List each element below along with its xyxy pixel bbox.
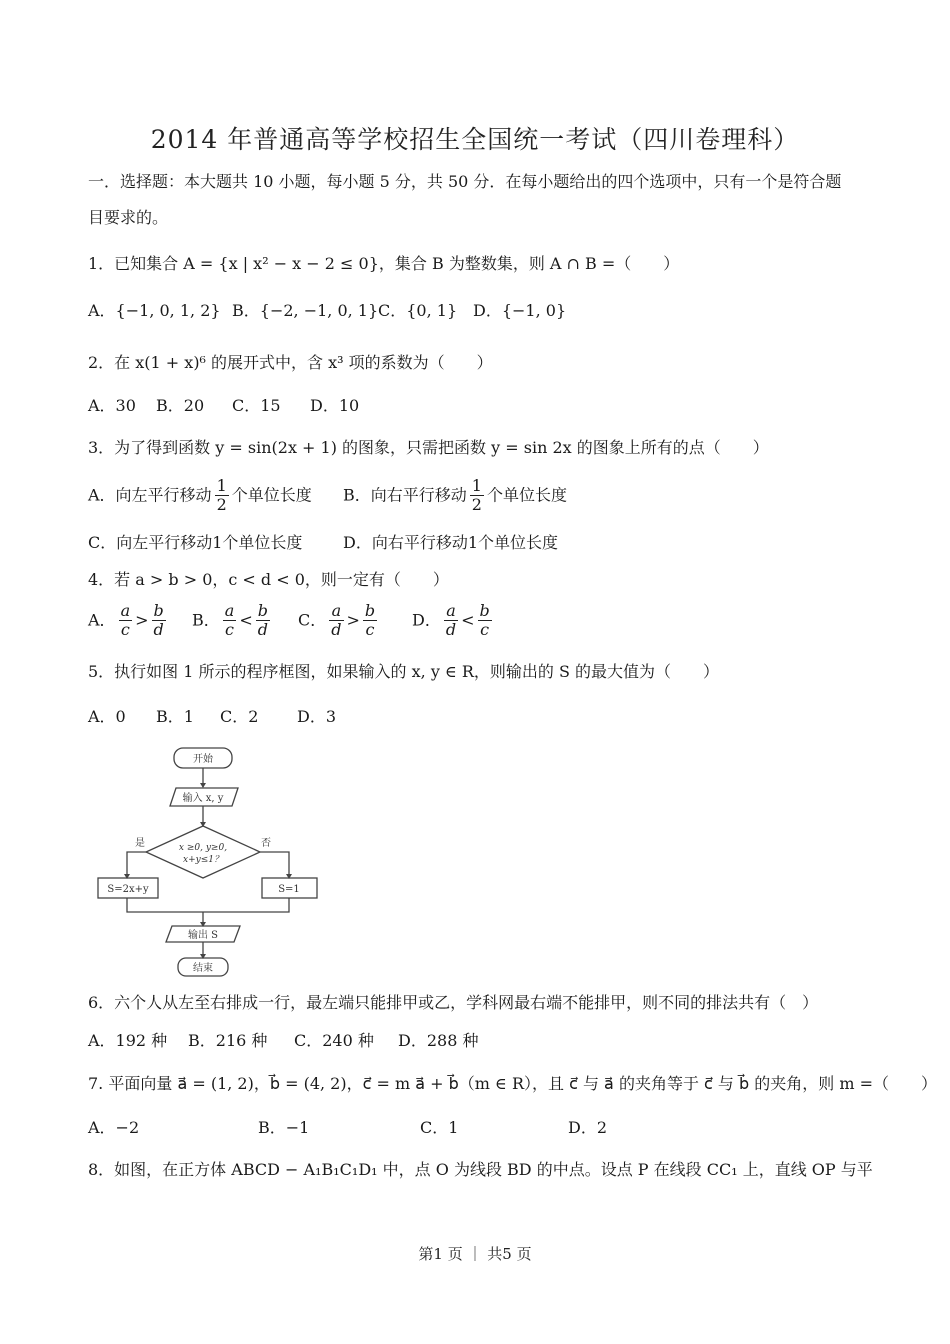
fraction-numerator: a bbox=[120, 601, 131, 620]
flowchart-yes-label: 是 bbox=[135, 838, 145, 849]
question-7-option-b: B．−1 bbox=[258, 1118, 310, 1137]
question-5-option-c: C．2 bbox=[220, 707, 259, 726]
question-5-option-a: A．0 bbox=[88, 707, 126, 726]
program-flowchart bbox=[92, 740, 342, 980]
question-7-option-d: D．2 bbox=[568, 1118, 608, 1137]
fraction-numerator: a bbox=[329, 602, 343, 621]
fraction-numerator: b bbox=[153, 601, 164, 620]
flowchart-input-label: 输入 x, y bbox=[182, 793, 224, 804]
fraction-denominator: c bbox=[120, 620, 130, 639]
flowchart-start-label: 开始 bbox=[193, 754, 213, 765]
arrowhead bbox=[200, 783, 206, 788]
comparison-operator: > bbox=[135, 610, 149, 630]
question-3-option-a-pre: A．向左平行移动 bbox=[88, 485, 212, 505]
fraction-denominator: 2 bbox=[471, 495, 482, 514]
page-title: 2014 年普通高等学校招生全国统一考试（四川卷理科） bbox=[150, 125, 800, 154]
question-2-option-d: D．10 bbox=[310, 396, 360, 415]
question-1-option-b: B．{−2, −1, 0, 1} bbox=[232, 301, 379, 320]
question-4-option-d bbox=[412, 602, 495, 639]
question-7-option-c: C．1 bbox=[420, 1118, 459, 1137]
question-2-option-a: A．30 bbox=[88, 396, 136, 415]
question-1-option-d: D．{−1, 0} bbox=[473, 301, 567, 320]
fraction-numerator: 1 bbox=[471, 476, 482, 495]
section-instructions-line2: 目要求的。 bbox=[88, 208, 169, 227]
flowchart-right-assign-label: S=1 bbox=[278, 884, 300, 895]
question-2-option-c: C．15 bbox=[232, 396, 281, 415]
fraction-denominator: d bbox=[331, 620, 342, 639]
question-6-option-d: D．288 种 bbox=[398, 1031, 479, 1050]
fraction-one-half-b bbox=[470, 477, 484, 514]
question-4-stem: 4．若 a > b > 0，c < d < 0，则一定有（ ） bbox=[88, 570, 449, 589]
question-6-stem: 6．六个人从左至右排成一行，最左端只能排甲或乙，学科网最右端不能排甲，则不同的排法共有（ ） bbox=[88, 993, 819, 1012]
fraction-numerator: 1 bbox=[216, 476, 227, 495]
comparison-operator: > bbox=[346, 610, 360, 630]
question-7-stem: 7. 平面向量 a⃗ = (1, 2)，b⃗ = (4, 2)，c⃗ = m a⃗ + b⃗（m ∈ R），且 c⃗ 与 a⃗ 的夹角等于 c⃗ 与 b⃗ 的夹角，则 m =（ ） bbox=[88, 1074, 937, 1093]
fraction bbox=[478, 602, 492, 639]
flow-merge-line bbox=[127, 898, 289, 912]
question-2-option-b: B．20 bbox=[156, 396, 205, 415]
fraction-denominator: d bbox=[153, 620, 164, 639]
fraction bbox=[329, 602, 343, 639]
fraction bbox=[363, 602, 377, 639]
question-7-option-a: A．−2 bbox=[88, 1118, 140, 1137]
flowchart-condition-line1: x ≥0, y≥0, bbox=[178, 843, 228, 853]
question-3-option-c: C．向左平行移动1个单位长度 bbox=[88, 533, 303, 552]
question-3-option-b-post: 个单位长度 bbox=[486, 485, 567, 505]
flowchart-end-label: 结束 bbox=[193, 963, 213, 974]
comparison-operator: < bbox=[239, 610, 253, 630]
fraction bbox=[444, 602, 458, 639]
question-5-stem: 5．执行如图 1 所示的程序框图，如果输入的 x, y ∈ R，则输出的 S 的最大值为（ ） bbox=[88, 662, 720, 681]
question-3-option-b-pre: B．向右平行移动 bbox=[343, 485, 467, 505]
fraction bbox=[223, 602, 237, 639]
page-footer: 第1 页 ｜ 共5 页 bbox=[418, 1245, 532, 1263]
fraction-one-half-a bbox=[215, 477, 229, 514]
question-3-option-b bbox=[343, 477, 567, 514]
question-6-option-b: B．216 种 bbox=[188, 1031, 268, 1050]
question-3-option-a-post: 个单位长度 bbox=[231, 485, 312, 505]
question-3-stem: 3．为了得到函数 y = sin(2x + 1) 的图象，只需把函数 y = sin 2x 的图象上所有的点（ ） bbox=[88, 438, 769, 457]
fraction-denominator: d bbox=[445, 620, 457, 639]
flowchart-left-assign-label: S=2x+y bbox=[107, 884, 149, 895]
section-instructions-line1: 一．选择题：本大题共 10 小题，每小题 5 分，共 50 分．在每小题给出的四个选项中，只有一个是符合题 bbox=[88, 172, 842, 191]
fraction-denominator: c bbox=[480, 620, 490, 639]
fraction bbox=[152, 602, 166, 639]
comparison-operator: < bbox=[461, 610, 475, 630]
fraction-denominator: 2 bbox=[216, 495, 227, 514]
flow-arrow-no bbox=[260, 852, 289, 878]
question-8-stem: 8．如图，在正方体 ABCD − A₁B₁C₁D₁ 中，点 O 为线段 BD 的中点。设点 P 在线段 CC₁ 上，直线 OP 与平 bbox=[88, 1160, 873, 1179]
fraction-denominator: c bbox=[365, 620, 375, 639]
question-5-option-b: B．1 bbox=[156, 707, 194, 726]
question-4-option-c bbox=[298, 602, 380, 639]
flowchart-output-label: 输出 S bbox=[187, 930, 219, 941]
flowchart-condition-line2: x+y≤1？ bbox=[183, 855, 223, 865]
question-3-option-a bbox=[88, 477, 312, 514]
flowchart-no-label: 否 bbox=[261, 838, 271, 849]
fraction-denominator: c bbox=[225, 620, 235, 639]
question-6-option-a: A．192 种 bbox=[88, 1031, 168, 1050]
question-1-stem: 1．已知集合 A = {x | x² − x − 2 ≤ 0}，集合 B 为整数集，则 A ∩ B =（ ） bbox=[88, 254, 680, 273]
fraction bbox=[119, 602, 133, 639]
question-3-option-d: D．向右平行移动1个单位长度 bbox=[343, 533, 559, 552]
question-5-option-d: D．3 bbox=[297, 707, 337, 726]
question-6-option-c: C．240 种 bbox=[294, 1031, 374, 1050]
option-label: C． bbox=[298, 610, 327, 630]
fraction-numerator: b bbox=[479, 601, 490, 620]
option-label: B． bbox=[192, 610, 220, 630]
fraction-numerator: b bbox=[364, 601, 376, 620]
fraction-denominator: d bbox=[257, 620, 268, 639]
question-2-stem: 2．在 x(1 + x)⁶ 的展开式中，含 x³ 项的系数为（ ） bbox=[88, 353, 493, 372]
question-1-option-c: C．{0, 1} bbox=[378, 301, 458, 320]
option-label: A． bbox=[88, 610, 116, 630]
question-4-option-a bbox=[88, 602, 169, 639]
option-label: D． bbox=[412, 610, 441, 630]
fraction-numerator: b bbox=[257, 601, 268, 620]
fraction-numerator: a bbox=[224, 601, 235, 620]
question-4-option-b bbox=[192, 602, 273, 639]
question-1-option-a: A．{−1, 0, 1, 2} bbox=[88, 301, 221, 320]
fraction-numerator: a bbox=[444, 602, 458, 621]
fraction bbox=[256, 602, 270, 639]
